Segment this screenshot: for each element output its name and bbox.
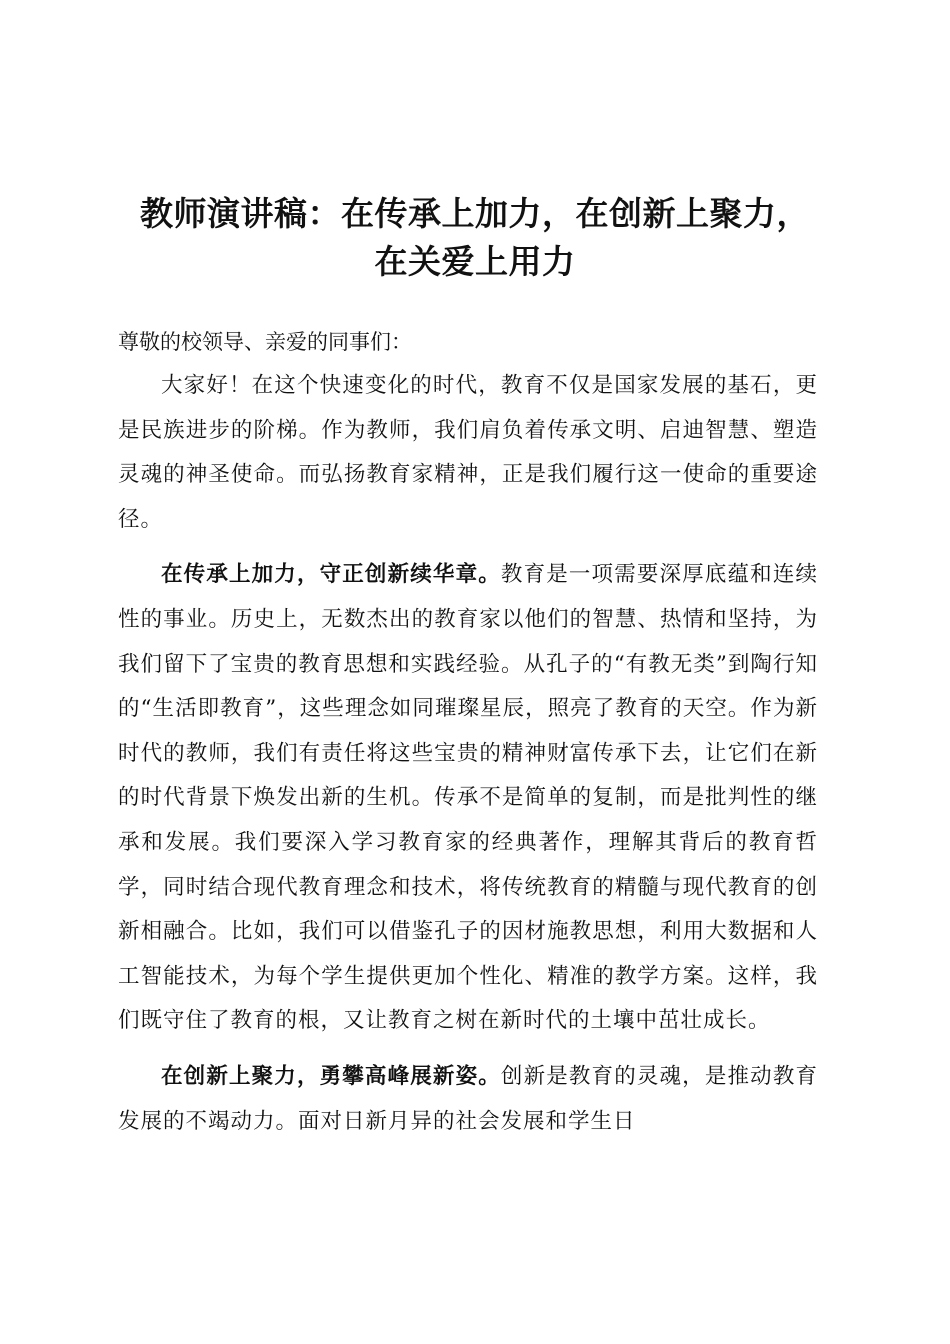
document-title — [100, 190, 850, 286]
title-line-2: 在关爱上用力 — [374, 242, 576, 281]
salutation: 尊敬的校领导、亲爱的同事们： — [118, 330, 412, 354]
document-body — [118, 320, 818, 1155]
paragraph-heading: 在创新上聚力，勇攀高峰展新姿。 — [161, 1063, 501, 1089]
title-line-1: 教师演讲稿：在传承上加力，在创新上聚力， — [140, 194, 810, 233]
paragraph-heading: 在传承上加力，守正创新续华章。 — [161, 562, 501, 588]
paragraph-text: 大家好！在这个快速变化的时代，教育不仅是国家发展的基石，更是民族进步的阶梯。作为教师，我们肩负着传承文明、启迪智慧、塑造灵魂的神圣使命。而弘扬教育家精神，正是我们履行这一使命的重要途径。 — [118, 373, 818, 532]
paragraph-text: 教育是一项需要深厚底蕴和连续性的事业。历史上，无数杰出的教育家以他们的智慧、热情和坚持，为我们留下了宝贵的教育思想和实践经验。从孔子的“有教无类”到陶行知的“生活即教育”，这些理念如同璀璨星辰，照亮了教育的天空。作为新时代的教师，我们有责任将这些宝贵的精神财富传承下去，让它们在新的时代背景下焕发出新的生机。传承不是简单的复制，而是批判性的继承和发展。我们要深入学习教育家的经典著作，理解其背后的教育哲学，同时结合现代教育理念和技术，将传统教育的精髓与现代教育的创新相融合。比如，我们可以借鉴孔子的因材施教思想，利用大数据和人工智能技术，为每个学生提供更加个性化、精准的教学方案。这样，我们既守住了教育的根，又让教育之树在新时代的土壤中茁壮成长。 — [118, 562, 818, 1034]
paragraph-innovation — [118, 1055, 818, 1144]
paragraph-inheritance — [118, 553, 818, 1044]
paragraph-greeting — [118, 364, 818, 542]
paragraph-text: 创新是教育的灵魂，是推动教育发展的不竭动力。面对日新月异的社会发展和学生日 — [118, 1063, 818, 1134]
